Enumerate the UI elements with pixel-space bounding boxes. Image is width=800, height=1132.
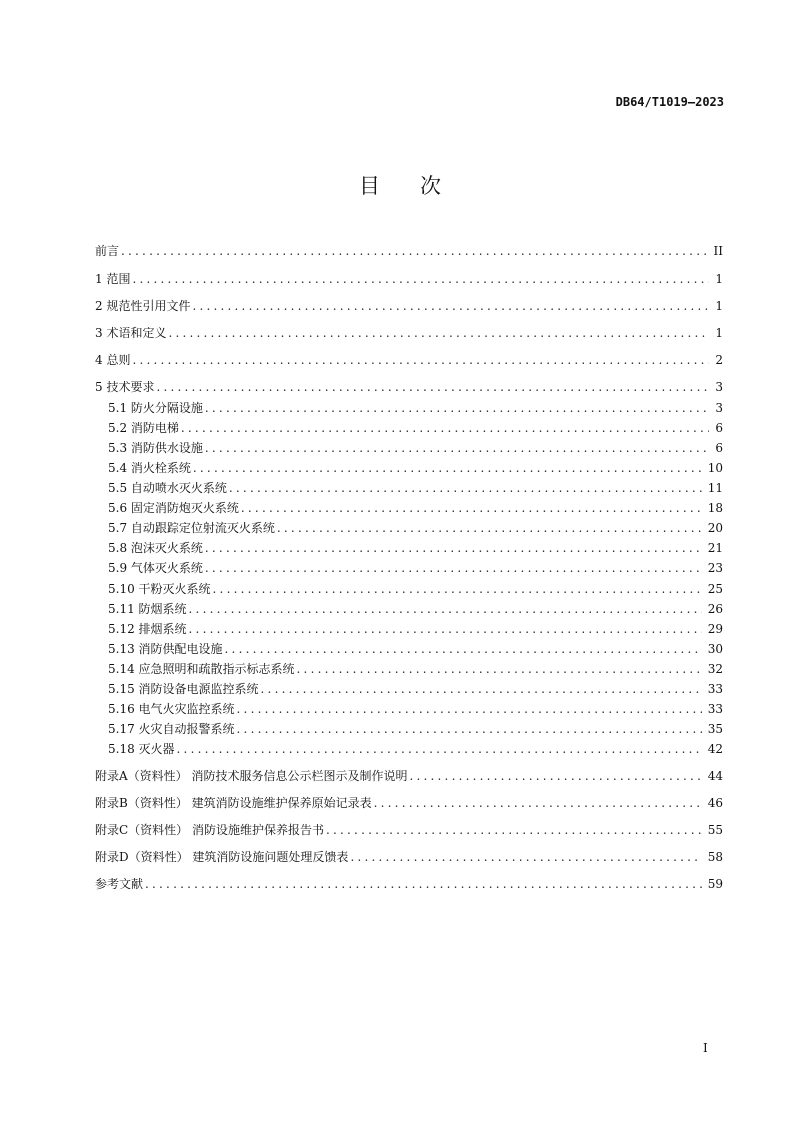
toc-entry-label: 5.11 防烟系统 bbox=[108, 601, 187, 616]
toc-entry-page: 23 bbox=[707, 561, 723, 576]
toc-entry-label: 5.18 灭火器 bbox=[108, 742, 175, 757]
dot-leader bbox=[350, 849, 701, 865]
dot-leader bbox=[241, 500, 702, 516]
toc-entry-label: 5.5 自动喷水灭火系统 bbox=[108, 481, 227, 496]
dot-leader bbox=[145, 876, 702, 892]
toc-entry-label: 4 总则 bbox=[95, 353, 131, 367]
toc-entry[interactable] bbox=[95, 822, 723, 838]
toc-entry[interactable] bbox=[108, 641, 723, 657]
toc-entry[interactable] bbox=[95, 849, 723, 865]
toc-entry-label: 5.10 干粉灭火系统 bbox=[108, 581, 211, 596]
toc-entry-page: 11 bbox=[707, 481, 723, 496]
toc-entry-page: 18 bbox=[707, 501, 723, 516]
toc-entry[interactable] bbox=[108, 701, 723, 717]
toc-entry-label: 5.15 消防设备电源监控系统 bbox=[108, 681, 259, 696]
toc-entry[interactable] bbox=[108, 540, 723, 556]
dot-leader bbox=[237, 701, 702, 717]
toc-entry-page: 1 bbox=[715, 299, 723, 313]
toc-entry-page: 3 bbox=[715, 380, 723, 394]
toc-entry[interactable] bbox=[95, 325, 723, 341]
toc-entry-page: 46 bbox=[707, 796, 723, 810]
toc-entry-page: 26 bbox=[707, 601, 723, 616]
toc-entry-page: II bbox=[713, 244, 723, 258]
toc-entry-label: 附录A（资料性） 消防技术服务信息公示栏图示及制作说明 bbox=[95, 769, 408, 783]
toc-entry-label: 5.14 应急照明和疏散指示标志系统 bbox=[108, 661, 295, 676]
toc-entry-page: 30 bbox=[707, 641, 723, 656]
toc-entry-page: 32 bbox=[707, 661, 723, 676]
toc-entry-label: 5.9 气体灭火系统 bbox=[108, 561, 203, 576]
toc-entry-page: 44 bbox=[707, 769, 723, 783]
toc-entry[interactable] bbox=[108, 721, 723, 737]
toc-entry-page: 1 bbox=[715, 272, 723, 286]
toc-entry[interactable] bbox=[95, 271, 723, 287]
toc-entry[interactable] bbox=[108, 500, 723, 516]
toc-entry[interactable] bbox=[95, 243, 723, 259]
dot-leader bbox=[237, 721, 702, 737]
toc-entry-page: 6 bbox=[715, 421, 723, 436]
toc-entry-label: 5.4 消火栓系统 bbox=[108, 461, 191, 476]
toc-entry[interactable] bbox=[108, 621, 723, 637]
toc-entry-label: 5.1 防火分隔设施 bbox=[108, 401, 203, 415]
dot-leader bbox=[132, 271, 709, 287]
toc-entry-label: 5.13 消防供配电设施 bbox=[108, 641, 223, 656]
toc-entry[interactable] bbox=[95, 352, 723, 368]
toc-entry-label: 前言 bbox=[95, 244, 120, 258]
toc-entry-page: 35 bbox=[707, 721, 723, 736]
toc-entry-label: 5 技术要求 bbox=[95, 380, 155, 394]
toc-entry-page: 1 bbox=[715, 326, 723, 340]
toc-entry[interactable] bbox=[108, 681, 723, 697]
toc-entry[interactable] bbox=[95, 298, 723, 314]
toc-entry-label: 1 范围 bbox=[95, 272, 131, 286]
dot-leader bbox=[181, 420, 709, 436]
dot-leader bbox=[213, 581, 702, 597]
dot-leader bbox=[156, 379, 709, 395]
toc-entry-label: 参考文献 bbox=[95, 877, 144, 891]
toc-entry[interactable] bbox=[108, 560, 723, 576]
toc-entry[interactable] bbox=[108, 661, 723, 677]
toc-entry-label: 5.8 泡沫灭火系统 bbox=[108, 541, 203, 556]
toc-entry-page: 2 bbox=[715, 353, 723, 367]
page-title: 目次 bbox=[359, 174, 481, 198]
dot-leader bbox=[193, 460, 702, 476]
dot-leader bbox=[229, 480, 702, 496]
toc-entry[interactable] bbox=[95, 795, 723, 811]
document-number: DB64/T1019—2023 bbox=[615, 95, 724, 109]
toc-entry-label: 5.7 自动跟踪定位射流灭火系统 bbox=[108, 521, 275, 536]
toc-entry[interactable] bbox=[95, 876, 723, 892]
toc-entry-page: 21 bbox=[707, 541, 723, 556]
toc-entry-page: 29 bbox=[707, 621, 723, 636]
toc-entry[interactable] bbox=[108, 480, 723, 496]
dot-leader bbox=[192, 298, 709, 314]
toc-entry-page: 42 bbox=[707, 742, 723, 757]
page-number: I bbox=[703, 1041, 708, 1055]
dot-leader bbox=[205, 400, 709, 416]
toc-entry-page: 3 bbox=[715, 401, 723, 415]
toc-entry[interactable] bbox=[108, 420, 723, 436]
toc-entry-page: 58 bbox=[707, 850, 723, 864]
dot-leader bbox=[374, 795, 702, 811]
toc-entry[interactable] bbox=[108, 601, 723, 617]
dot-leader bbox=[261, 681, 702, 697]
toc-entry-label: 附录B（资料性） 建筑消防设施维护保养原始记录表 bbox=[95, 796, 372, 810]
dot-leader bbox=[277, 520, 702, 536]
toc-entry-page: 33 bbox=[707, 681, 723, 696]
toc-entry-label: 5.12 排烟系统 bbox=[108, 621, 187, 636]
toc-entry-page: 25 bbox=[707, 581, 723, 596]
toc-entry-page: 55 bbox=[707, 823, 723, 837]
toc-entry-label: 5.16 电气火灾监控系统 bbox=[108, 701, 235, 716]
dot-leader bbox=[189, 621, 702, 637]
toc-entry[interactable] bbox=[108, 520, 723, 536]
toc-entry-label: 3 术语和定义 bbox=[95, 326, 167, 340]
dot-leader bbox=[205, 440, 709, 456]
dot-leader bbox=[225, 641, 702, 657]
toc-entry-label: 5.17 火灾自动报警系统 bbox=[108, 721, 235, 736]
toc-entry[interactable] bbox=[108, 741, 723, 757]
toc-entry[interactable] bbox=[108, 581, 723, 597]
dot-leader bbox=[409, 768, 701, 784]
toc-entry-label: 5.2 消防电梯 bbox=[108, 421, 179, 436]
toc-entry[interactable] bbox=[95, 379, 723, 395]
dot-leader bbox=[326, 822, 702, 838]
toc-entry[interactable] bbox=[108, 440, 723, 456]
toc-entry[interactable] bbox=[95, 768, 723, 784]
toc-entry-page: 33 bbox=[707, 701, 723, 716]
dot-leader bbox=[205, 540, 702, 556]
dot-leader bbox=[132, 352, 709, 368]
toc-entry-label: 附录C（资料性） 消防设施维护保养报告书 bbox=[95, 823, 324, 837]
toc-entry-page: 20 bbox=[707, 521, 723, 536]
toc-entry-label: 5.6 固定消防炮灭火系统 bbox=[108, 501, 239, 516]
toc-entry[interactable] bbox=[108, 400, 723, 416]
toc-entry-page: 6 bbox=[715, 441, 723, 456]
dot-leader bbox=[189, 601, 702, 617]
toc-entry[interactable] bbox=[108, 460, 723, 476]
toc-entry-label: 2 规范性引用文件 bbox=[95, 299, 191, 313]
toc-entry-label: 5.3 消防供水设施 bbox=[108, 441, 203, 456]
dot-leader bbox=[121, 243, 708, 259]
toc-entry-page: 10 bbox=[707, 461, 723, 476]
dot-leader bbox=[168, 325, 709, 341]
dot-leader bbox=[205, 560, 702, 576]
dot-leader bbox=[177, 741, 702, 757]
toc-entry-label: 附录D（资料性） 建筑消防设施问题处理反馈表 bbox=[95, 850, 349, 864]
toc-entry-page: 59 bbox=[707, 877, 723, 891]
dot-leader bbox=[297, 661, 702, 677]
